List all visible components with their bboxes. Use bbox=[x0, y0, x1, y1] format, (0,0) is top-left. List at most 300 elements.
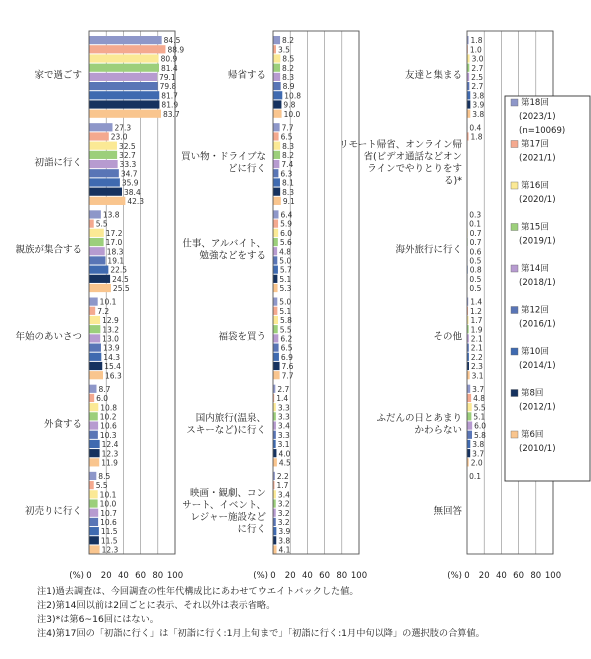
legend-extra: (n=10069) bbox=[519, 126, 566, 136]
data-label: 8.3 bbox=[282, 141, 295, 151]
data-label: 10.2 bbox=[99, 412, 117, 422]
category-label: サート、イベント、 bbox=[182, 499, 266, 511]
unit-label: (%) bbox=[447, 571, 462, 581]
tick-label: 100 bbox=[350, 571, 368, 581]
category-label: 仕事、アルバイト、 bbox=[182, 238, 266, 250]
bar bbox=[89, 220, 94, 228]
bar bbox=[467, 91, 470, 99]
data-label: 16.3 bbox=[105, 371, 122, 381]
data-label: 3.5 bbox=[278, 45, 290, 55]
data-label: 32.7 bbox=[119, 150, 136, 160]
bar bbox=[273, 256, 277, 264]
bar bbox=[89, 110, 161, 118]
data-label: 2.7 bbox=[471, 82, 484, 92]
category-label: レジャー施設など bbox=[190, 511, 266, 523]
bar bbox=[89, 229, 104, 237]
tick-label: 80 bbox=[530, 571, 542, 581]
data-label: 2.1 bbox=[470, 334, 483, 344]
data-label: 25.5 bbox=[112, 284, 130, 294]
data-label: 3.8 bbox=[472, 440, 485, 450]
data-label: 0.4 bbox=[469, 123, 482, 133]
data-label: 1.2 bbox=[470, 306, 482, 316]
data-label: 10.6 bbox=[100, 421, 117, 431]
bar bbox=[89, 449, 100, 457]
bar bbox=[273, 169, 278, 177]
data-label: 3.2 bbox=[277, 518, 290, 528]
legend-label: 第15回 bbox=[521, 222, 549, 233]
data-label: 3.8 bbox=[472, 109, 485, 119]
data-label: 5.8 bbox=[279, 316, 292, 326]
data-label: 10.0 bbox=[283, 109, 301, 119]
data-label: 1.7 bbox=[276, 481, 289, 491]
legend-period: (2010/1) bbox=[519, 444, 556, 454]
legend-label: 第8回 bbox=[521, 388, 544, 399]
bar bbox=[89, 458, 99, 466]
data-label: 10.1 bbox=[99, 297, 117, 307]
footnote-4: 注4)第17回の「初詣に行く」は「初詣に行く:1月上旬まで」「初詣に行く:1月中旬以降」の選択肢の合算値。 bbox=[37, 628, 485, 639]
data-label: 3.2 bbox=[277, 499, 290, 509]
tick-label: 40 bbox=[117, 571, 129, 581]
data-label: 38.4 bbox=[124, 187, 141, 197]
bar bbox=[273, 536, 276, 544]
data-label: 3.8 bbox=[278, 536, 291, 546]
legend-label: 第14回 bbox=[521, 264, 549, 274]
data-label: 5.3 bbox=[279, 284, 292, 294]
data-label: 0.5 bbox=[469, 274, 482, 284]
data-label: 2.7 bbox=[277, 384, 290, 394]
category-label: 初売りに行く bbox=[24, 505, 82, 517]
data-label: 5.7 bbox=[279, 265, 292, 275]
bar bbox=[273, 91, 282, 99]
data-label: 3.2 bbox=[277, 508, 290, 518]
data-label: 5.1 bbox=[279, 274, 292, 284]
bar bbox=[89, 45, 165, 53]
category-label: 勉強などをする bbox=[199, 250, 266, 262]
data-label: 2.2 bbox=[470, 352, 483, 362]
bar bbox=[273, 197, 281, 205]
bar bbox=[89, 307, 95, 315]
data-label: 0.7 bbox=[469, 238, 482, 248]
bar bbox=[273, 110, 282, 118]
bar bbox=[89, 210, 101, 218]
data-label: 79.8 bbox=[159, 82, 177, 92]
bar bbox=[89, 412, 98, 420]
category-label: 初詣に行く bbox=[34, 157, 82, 169]
legend-period: (2023/1) bbox=[519, 112, 556, 122]
bar bbox=[273, 238, 278, 246]
tick-label: 40 bbox=[495, 571, 507, 581]
bar bbox=[467, 449, 470, 457]
bar bbox=[467, 421, 472, 429]
data-label: 10.0 bbox=[99, 499, 117, 509]
data-label: 12.3 bbox=[101, 545, 119, 555]
data-label: 2.3 bbox=[470, 362, 483, 372]
data-label: 4.1 bbox=[278, 545, 291, 555]
data-label: 81.4 bbox=[161, 63, 178, 73]
footnote-3: 注3)*は第6~16回にはない。 bbox=[37, 614, 159, 625]
data-label: 81.7 bbox=[161, 91, 178, 101]
bar bbox=[273, 64, 280, 72]
data-label: 2.1 bbox=[470, 343, 483, 353]
bar bbox=[89, 403, 98, 411]
bar bbox=[273, 151, 280, 159]
bar bbox=[273, 449, 276, 457]
legend-swatch bbox=[511, 348, 518, 355]
category-label: 年始のあいさつ bbox=[15, 331, 82, 343]
tick-label: 20 bbox=[100, 571, 112, 581]
data-label: 23.0 bbox=[110, 132, 128, 142]
category-label: 親族が集合する bbox=[15, 244, 82, 256]
data-label: 7.6 bbox=[281, 362, 294, 372]
data-label: 5.5 bbox=[95, 481, 108, 491]
bar bbox=[89, 142, 117, 150]
data-label: 6.2 bbox=[280, 334, 293, 344]
bar bbox=[273, 132, 279, 140]
bar bbox=[89, 132, 109, 140]
data-label: 5.1 bbox=[279, 306, 292, 316]
data-label: 3.7 bbox=[472, 449, 485, 459]
data-label: 11.5 bbox=[100, 536, 118, 546]
legend-period: (2018/1) bbox=[519, 278, 556, 288]
data-label: 13.8 bbox=[102, 210, 120, 220]
data-label: 6.0 bbox=[96, 394, 109, 404]
data-label: 8.5 bbox=[282, 54, 295, 64]
tick-label: 20 bbox=[284, 571, 296, 581]
data-label: 1.9 bbox=[470, 325, 483, 335]
data-label: 7.4 bbox=[281, 160, 294, 170]
bar bbox=[273, 362, 280, 370]
data-label: 1.0 bbox=[469, 45, 482, 55]
bar bbox=[89, 490, 98, 498]
bar bbox=[89, 472, 96, 480]
bar bbox=[273, 142, 280, 150]
data-label: 17.2 bbox=[105, 228, 123, 238]
category-label: 買い物・ドライブな bbox=[181, 151, 266, 163]
bar bbox=[89, 431, 98, 439]
legend-swatch bbox=[511, 265, 518, 272]
bar bbox=[273, 316, 278, 324]
data-label: 8.3 bbox=[282, 187, 295, 197]
legend-swatch bbox=[511, 307, 518, 314]
data-label: 11.9 bbox=[101, 458, 118, 468]
bar bbox=[89, 100, 159, 108]
bar bbox=[273, 527, 276, 535]
data-label: 0.8 bbox=[469, 265, 482, 275]
tick-label: 20 bbox=[478, 571, 490, 581]
legend-period: (2016/1) bbox=[519, 319, 556, 330]
data-label: 13.0 bbox=[102, 334, 119, 344]
bar bbox=[89, 325, 100, 333]
data-label: 6.0 bbox=[280, 228, 293, 238]
data-label: 1.4 bbox=[276, 394, 289, 404]
bar bbox=[89, 73, 157, 81]
bar bbox=[273, 266, 278, 274]
bar bbox=[89, 188, 122, 196]
data-label: 15.4 bbox=[104, 362, 121, 372]
bar bbox=[89, 527, 99, 535]
data-label: 4.8 bbox=[279, 247, 292, 257]
legend-label: 第6回 bbox=[521, 430, 544, 440]
data-label: 3.8 bbox=[472, 91, 485, 101]
data-label: 9.8 bbox=[283, 100, 296, 110]
legend-period: (2019/1) bbox=[519, 236, 556, 247]
bar bbox=[89, 284, 111, 292]
data-label: 5.9 bbox=[280, 219, 293, 229]
legend-label: 第17回 bbox=[521, 139, 549, 150]
tick-label: 60 bbox=[319, 571, 331, 581]
tick-label: 100 bbox=[544, 571, 562, 581]
bar bbox=[273, 353, 279, 361]
bar bbox=[89, 362, 102, 370]
bar bbox=[273, 247, 277, 255]
tick-label: 80 bbox=[152, 571, 164, 581]
data-label: 7.7 bbox=[281, 371, 294, 381]
legend-swatch bbox=[511, 224, 518, 231]
tick-label: 60 bbox=[513, 571, 525, 581]
bar bbox=[273, 220, 278, 228]
bar bbox=[273, 275, 277, 283]
data-label: 8.9 bbox=[282, 82, 295, 92]
data-label: 5.5 bbox=[473, 403, 486, 413]
bar bbox=[89, 266, 108, 274]
bar bbox=[89, 344, 101, 352]
data-label: 6.5 bbox=[280, 343, 293, 353]
bar bbox=[273, 325, 278, 333]
data-label: 3.3 bbox=[277, 403, 290, 413]
bar bbox=[273, 210, 279, 218]
data-label: 5.6 bbox=[279, 238, 292, 248]
bar bbox=[273, 229, 278, 237]
bar bbox=[89, 316, 100, 324]
data-label: 3.3 bbox=[277, 430, 290, 440]
bar bbox=[89, 275, 110, 283]
data-label: 1.4 bbox=[470, 297, 483, 307]
data-label: 1.7 bbox=[470, 316, 483, 326]
legend-swatch bbox=[511, 99, 518, 106]
bar bbox=[89, 238, 104, 246]
data-label: 13.2 bbox=[102, 325, 120, 335]
data-label: 3.1 bbox=[277, 440, 290, 450]
data-label: 8.2 bbox=[282, 63, 294, 73]
data-label: 2.0 bbox=[470, 458, 483, 468]
data-label: 17.0 bbox=[105, 238, 123, 248]
legend-period: (2020/1) bbox=[519, 195, 556, 205]
data-label: 35.9 bbox=[121, 178, 139, 188]
category-label: リモート帰省、オンライン帰 bbox=[339, 139, 462, 151]
category-label: その他 bbox=[433, 331, 462, 343]
bar bbox=[89, 334, 100, 342]
tick-label: 40 bbox=[301, 571, 313, 581]
data-label: 1.8 bbox=[470, 36, 483, 46]
bar bbox=[467, 110, 470, 118]
bar bbox=[273, 82, 281, 90]
bar bbox=[89, 197, 125, 205]
bar bbox=[273, 545, 277, 553]
category-label: 国内旅行(温泉、 bbox=[195, 412, 266, 424]
data-label: 12.9 bbox=[102, 316, 119, 326]
tick-label: 100 bbox=[166, 571, 184, 581]
data-label: 0.1 bbox=[469, 219, 482, 229]
bar bbox=[467, 100, 470, 108]
data-label: 32.5 bbox=[118, 141, 136, 151]
data-label: 81.9 bbox=[161, 100, 179, 110]
data-label: 8.5 bbox=[98, 472, 111, 482]
bar bbox=[467, 431, 472, 439]
category-label: 外食する bbox=[43, 418, 82, 430]
bar bbox=[273, 123, 280, 131]
tick-label: 0 bbox=[464, 571, 470, 581]
data-label: 5.5 bbox=[95, 219, 108, 229]
data-label: 33.3 bbox=[119, 160, 137, 170]
footnote-1: 注1)過去調査は、今回調査の性年代構成比にあわせてウエイトバックした値。 bbox=[37, 586, 359, 597]
data-label: 3.9 bbox=[472, 100, 485, 110]
category-label: 映画・観劇、コン bbox=[189, 487, 266, 499]
category-label: る)* bbox=[444, 175, 462, 187]
data-label: 6.3 bbox=[280, 169, 293, 179]
bar bbox=[89, 545, 100, 553]
category-label: ふだんの日とあまり bbox=[376, 412, 462, 424]
bar bbox=[89, 353, 101, 361]
bar bbox=[89, 481, 94, 489]
bar bbox=[89, 256, 105, 264]
data-label: 9.1 bbox=[282, 196, 295, 206]
legend-label: 第16回 bbox=[521, 181, 549, 191]
data-label: 79.1 bbox=[159, 73, 176, 82]
bar bbox=[89, 36, 162, 44]
bar bbox=[273, 178, 280, 186]
data-label: 7.7 bbox=[281, 123, 294, 133]
legend-period: (2014/1) bbox=[519, 361, 556, 371]
tick-label: 0 bbox=[86, 571, 92, 581]
data-label: 10.6 bbox=[100, 518, 117, 528]
data-label: 2.2 bbox=[276, 472, 289, 482]
bar bbox=[89, 440, 100, 448]
bar bbox=[467, 412, 471, 420]
bar bbox=[89, 169, 119, 177]
category-label: 友達と集まる bbox=[404, 70, 462, 82]
data-label: 83.7 bbox=[162, 109, 180, 119]
data-label: 8.7 bbox=[98, 384, 111, 394]
data-label: 34.7 bbox=[120, 169, 138, 179]
bar bbox=[89, 123, 112, 131]
category-label: スキーなど)に行く bbox=[186, 424, 266, 436]
bar bbox=[273, 188, 280, 196]
unit-label: (%) bbox=[69, 571, 84, 581]
data-label: 80.9 bbox=[160, 54, 178, 64]
data-label: 1.8 bbox=[470, 132, 483, 142]
bar bbox=[89, 518, 98, 526]
footnotes bbox=[37, 585, 587, 641]
tick-label: 60 bbox=[135, 571, 147, 581]
bar bbox=[89, 536, 99, 544]
bar bbox=[467, 394, 471, 402]
legend-label: 第10回 bbox=[521, 347, 549, 357]
category-label: ラインでやりとりをす bbox=[367, 163, 462, 175]
bar bbox=[273, 36, 280, 44]
data-label: 5.0 bbox=[279, 256, 292, 266]
bar bbox=[89, 160, 118, 168]
bar bbox=[467, 385, 470, 393]
data-label: 10.8 bbox=[284, 91, 301, 101]
category-label: かわらない bbox=[414, 424, 462, 436]
bar bbox=[89, 394, 94, 402]
data-label: 4.8 bbox=[473, 394, 486, 404]
data-label: 7.2 bbox=[97, 306, 110, 316]
data-label: 84.5 bbox=[163, 36, 181, 46]
data-label: 3.1 bbox=[471, 371, 484, 381]
data-label: 0.1 bbox=[469, 472, 482, 482]
data-label: 5.0 bbox=[279, 297, 292, 307]
bar bbox=[89, 499, 98, 507]
category-label: に行く bbox=[237, 523, 266, 535]
data-label: 5.1 bbox=[473, 412, 486, 422]
data-label: 6.4 bbox=[280, 210, 293, 220]
bar bbox=[89, 298, 98, 306]
data-label: 3.9 bbox=[278, 527, 291, 537]
legend-label: 第18回 bbox=[521, 98, 549, 108]
category-label: 海外旅行に行く bbox=[395, 244, 462, 256]
bar bbox=[89, 247, 105, 255]
data-label: 0.7 bbox=[469, 228, 482, 238]
legend-swatch bbox=[511, 431, 518, 438]
bar bbox=[273, 100, 281, 108]
data-label: 24.5 bbox=[112, 274, 129, 284]
data-label: 10.1 bbox=[99, 490, 117, 500]
unit-label: (%) bbox=[253, 571, 268, 581]
bar bbox=[273, 284, 278, 292]
data-label: 6.0 bbox=[474, 421, 487, 431]
data-label: 0.5 bbox=[469, 256, 482, 266]
data-label: 0.3 bbox=[469, 210, 482, 220]
bar bbox=[467, 440, 470, 448]
bar bbox=[273, 371, 280, 379]
data-label: 3.7 bbox=[472, 384, 485, 394]
data-label: 10.3 bbox=[99, 430, 117, 440]
legend-period: (2021/1) bbox=[519, 153, 556, 164]
data-label: 88.9 bbox=[167, 45, 185, 55]
data-label: 10.7 bbox=[100, 508, 117, 518]
bar bbox=[89, 151, 117, 159]
tick-label: 80 bbox=[336, 571, 348, 581]
legend-swatch bbox=[511, 390, 518, 397]
bar bbox=[273, 73, 280, 81]
data-label: 6.9 bbox=[280, 352, 293, 362]
legend-label: 第12回 bbox=[521, 305, 549, 316]
data-label: 4.0 bbox=[278, 449, 291, 459]
data-label: 3.3 bbox=[277, 412, 290, 422]
tick-label: 0 bbox=[270, 571, 276, 581]
bar bbox=[273, 298, 277, 306]
data-label: 19.1 bbox=[107, 256, 125, 266]
data-label: 8.2 bbox=[282, 150, 294, 160]
data-label: 42.3 bbox=[127, 196, 145, 206]
data-label: 12.3 bbox=[101, 449, 119, 459]
data-label: 10.8 bbox=[100, 403, 117, 413]
legend-period: (2012/1) bbox=[519, 402, 556, 413]
bar bbox=[273, 458, 277, 466]
category-label: 帰省する bbox=[227, 70, 266, 82]
data-label: 8.2 bbox=[282, 36, 294, 46]
data-label: 3.0 bbox=[471, 54, 484, 64]
category-label: 省(ビデオ通話などオン bbox=[363, 151, 462, 163]
bar bbox=[89, 421, 98, 429]
data-label: 11.5 bbox=[100, 527, 118, 537]
data-label: 12.4 bbox=[101, 440, 119, 450]
data-label: 4.5 bbox=[278, 458, 291, 468]
data-label: 2.5 bbox=[471, 73, 484, 82]
bar bbox=[273, 45, 276, 53]
bar bbox=[89, 178, 120, 186]
